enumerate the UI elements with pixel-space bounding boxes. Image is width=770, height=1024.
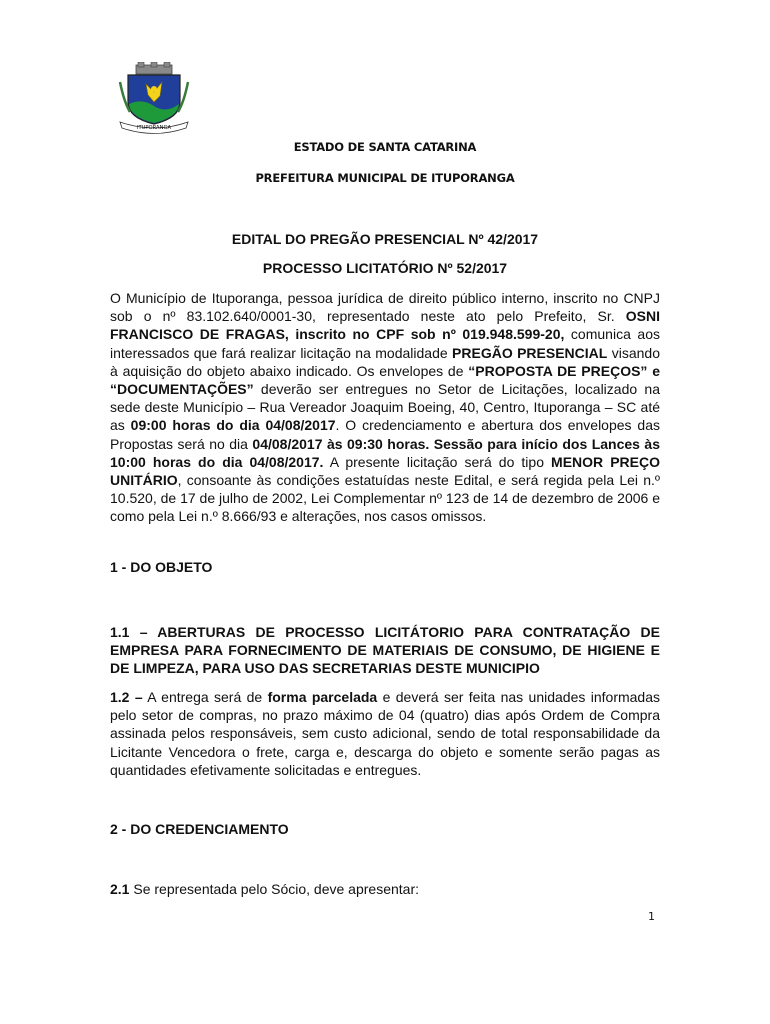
section-1-2-text-a: A entrega será de — [142, 689, 268, 705]
edital-title: EDITAL DO PREGÃO PRESENCIAL Nº 42/2017 — [231, 231, 539, 247]
section-1-1: 1.1 – ABERTURAS DE PROCESSO LICITÁTORIO PARA CONTRATAÇÃO DE EMPRESA PARA FORNECIMENTO DE MATERIAIS DE CONSUMO, DE HIGIENE E DE LIMPEZA, PARA USO DAS SECRETARIAS DESTE MUNICIPIO — [110, 624, 660, 676]
intro-text-1: O Município de Ituporanga, pessoa jurídica de direito público interno, inscrito no CNPJ sob o nº 83.102.640/0001-30, representado neste ato pelo Prefeito, Sr. — [110, 290, 660, 325]
processo-title: PROCESSO LICITATÓRIO Nº 52/2017 — [262, 260, 508, 276]
section-2-1-number: 2.1 — [110, 881, 130, 897]
section-1-2-text-c: e deverá ser feita nas unidades informadas pelo setor de compras, no prazo máximo de 04 (quatro) dias após Ordem de Compra assinada pelos responsáveis, sem custo adicional, sendo de total responsabilidade da Licitante Vencedora o frete, carga e, descarga do objeto e somente serão pagas as quantidades efetivamente solicitadas e entregues. — [110, 689, 661, 778]
section-1-2-bold: forma parcelada — [267, 689, 378, 705]
intro-bold-3: “PROPOSTA DE PREÇOS” e “DOCUMENTAÇÕES” — [110, 362, 660, 398]
prefecture-heading: PREFEITURA MUNICIPAL DE ITUPORANGA — [255, 171, 515, 185]
crest-banner-text: ITUPORANGA — [136, 125, 172, 131]
intro-bold-2: PREGÃO PRESENCIAL — [452, 344, 608, 361]
section-1-2-number: 1.2 – — [110, 689, 143, 705]
intro-text-3: visando à aquisição do objeto abaixo indicado. Os envelopes de — [110, 344, 660, 379]
intro-bold-1: OSNI FRANCISCO DE FRAGAS, inscrito no CPF sob nº 019.948.599-20, — [110, 308, 660, 343]
intro-text-4: deverão ser entregues no Setor de Licitações, localizado na sede deste Município – Rua Vereador Joaquim Boeing, 40, Centro, Ituporanga – SC até as — [110, 381, 660, 434]
municipal-coat-of-arms-icon — [116, 62, 192, 134]
section-1-2 — [110, 688, 660, 779]
intro-paragraph — [110, 289, 660, 526]
intro-bold-4: 09:00 horas do dia 04/08/2017 — [130, 417, 336, 434]
intro-bold-5: 04/08/2017 às 09:30 horas. Sessão para início dos Lances às 10:00 horas do dia 04/08/2017. — [110, 435, 661, 470]
intro-bold-6: MENOR PREÇO UNITÁRIO — [110, 453, 660, 489]
page-number: 1 — [648, 910, 655, 923]
section-objeto-title: 1 - DO OBJETO — [110, 559, 213, 575]
section-2-1 — [110, 880, 660, 898]
intro-text-2: comunica aos interessados que fará realizar licitação na modalidade — [110, 326, 660, 361]
state-heading: ESTADO DE SANTA CATARINA — [293, 140, 477, 154]
intro-text-6: A presente licitação será do tipo — [323, 453, 552, 470]
intro-text-5: . O credenciamento e abertura dos envelopes das Propostas será no dia — [110, 417, 660, 452]
section-credenciamento-title: 2 - DO CREDENCIAMENTO — [110, 821, 289, 837]
intro-text-7: , consoante às condições estatuídas neste Edital, e será regida pela Lei n.º 10.520, de 17 de julho de 2002, Lei Complementar nº 123 de 14 de dezembro de 2006 e como pela Lei n.º 8.666/93 e alterações, nos casos omissos. — [110, 472, 660, 525]
section-2-1-text: Se representada pelo Sócio, deve apresentar: — [129, 881, 419, 897]
